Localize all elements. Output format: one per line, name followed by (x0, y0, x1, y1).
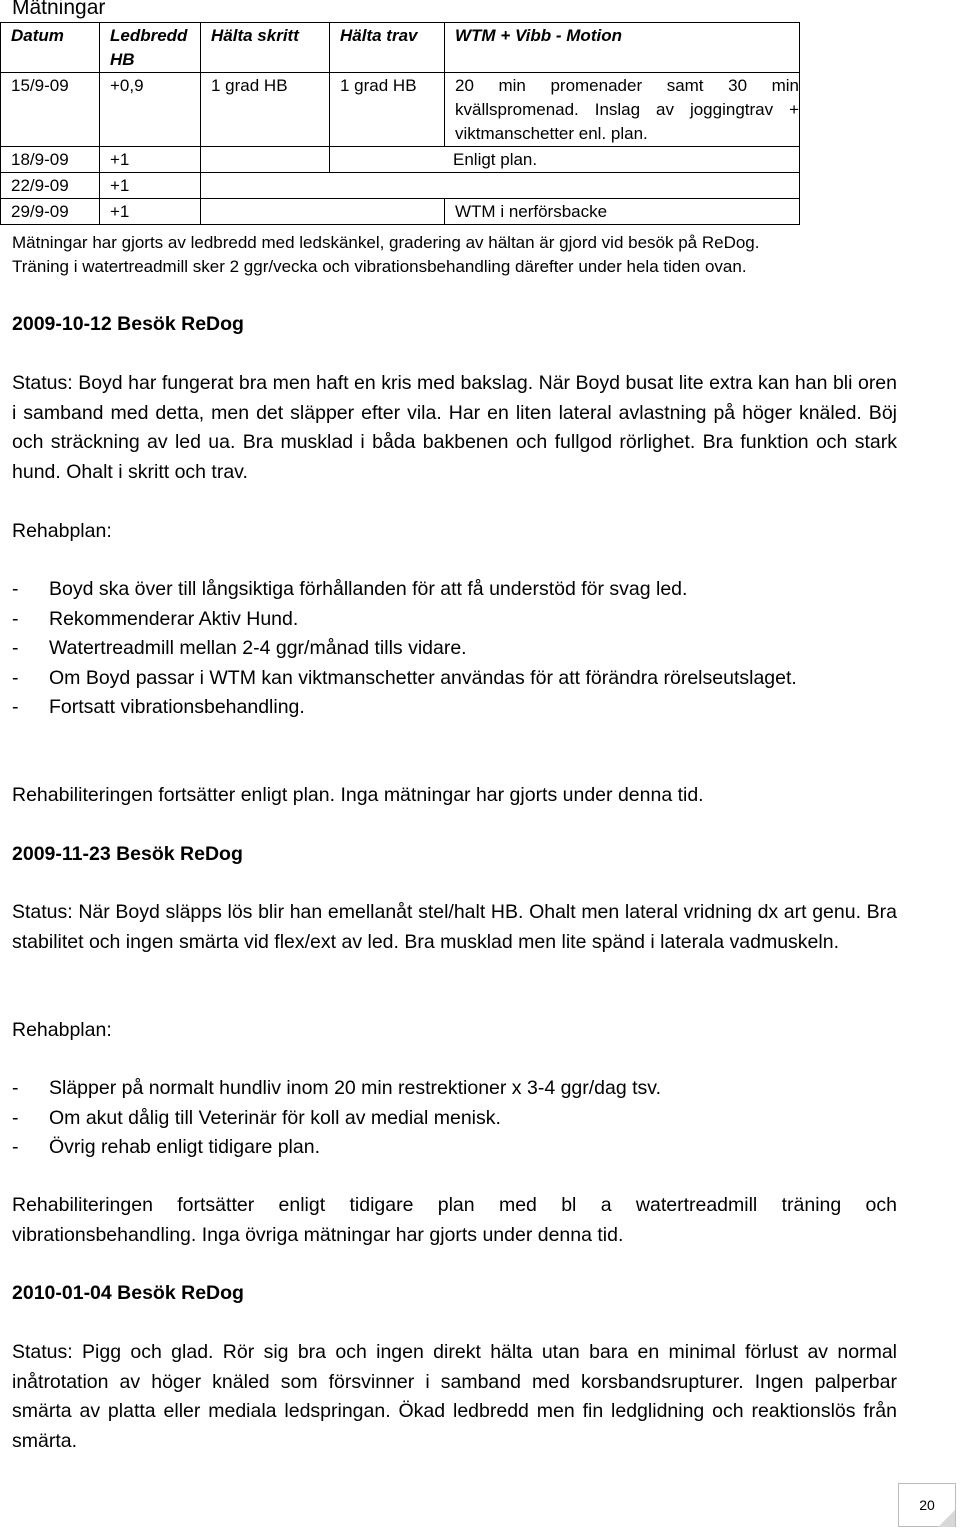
visit-closing: Rehabiliteringen fortsätter enligt plan. Inga mätningar har gjorts under denna tid. (12, 784, 704, 806)
table-cell: Enligt plan. (330, 147, 800, 173)
visit-heading: 2010-01-04 Besök ReDog (12, 1282, 244, 1304)
page-number: 20 (898, 1483, 956, 1527)
table-cell: +0,9 (100, 73, 201, 147)
table-cell: +1 (100, 173, 201, 199)
rehabplan-label: Rehabplan: (12, 1019, 112, 1041)
column-header: Hälta skritt (201, 23, 330, 73)
table-cell: +1 (100, 199, 201, 225)
list-item: - Släpper på normalt hundliv inom 20 min restrektioner x 3-4 ggr/dag tsv. (12, 1074, 897, 1104)
table-cell: 1 grad HB (201, 73, 330, 147)
table-cell (201, 199, 330, 225)
note-training: Träning i watertreadmill sker 2 ggr/vecka och vibrationsbehandling därefter under hela tiden ovan. (12, 257, 747, 276)
list-item: - Om akut dålig till Veterinär för koll av medial menisk. (12, 1104, 897, 1134)
visit-closing: Rehabiliteringen fortsätter enligt tidigare plan med bl a watertreadmill träning och vibrationsbehandling. Inga övriga mätningar har gjorts under denna tid. (12, 1194, 897, 1246)
list-item: - Boyd ska över till långsiktiga förhållanden för att få understöd för svag led. (12, 575, 897, 605)
rehabplan-label: Rehabplan: (12, 520, 112, 542)
table-row (1, 173, 800, 199)
table-cell (201, 173, 800, 199)
table-row (1, 73, 800, 147)
table-cell: 1 grad HB (330, 73, 445, 147)
table-cell (201, 147, 330, 173)
visit-status: Status: Pigg och glad. Rör sig bra och ingen direkt hälta utan bara en minimal förlust av normal inåtrotation av höger knäled som försvinner i samband med korsbandsrupturer. Ingen palperbar smärta av platta eller mediala ledspringan. Ökad ledbredd men fin ledglidning och reaktionslös från smärta. (12, 1341, 897, 1452)
column-header: WTM + Vibb - Motion (445, 23, 800, 73)
table-cell: +1 (100, 147, 201, 173)
visit-heading: 2009-11-23 Besök ReDog (12, 843, 243, 865)
table-row (1, 199, 800, 225)
list-item: - Om Boyd passar i WTM kan viktmanschetter användas för att förändra rörelseutslaget. (12, 664, 897, 694)
table-header-row (1, 23, 800, 73)
list-item: - Rekommenderar Aktiv Hund. (12, 605, 897, 635)
list-item: - Övrig rehab enligt tidigare plan. (12, 1133, 897, 1163)
rehabplan-list (12, 1074, 897, 1163)
list-item: - Watertreadmill mellan 2-4 ggr/månad tills vidare. (12, 634, 897, 664)
visit-heading: 2009-10-12 Besök ReDog (12, 313, 244, 335)
table-cell: 18/9-09 (1, 147, 100, 173)
table-cell: 20 min promenader samt 30 min kvällspromenad. Inslag av joggingtrav + viktmanschetter enl. plan. (445, 73, 800, 147)
visit-status: Status: När Boyd släpps lös blir han emellanåt stel/halt HB. Ohalt men lateral vridning dx art genu. Bra stabilitet och ingen smärta vid flex/ext av led. Bra musklad men lite spänd i laterala vadmuskeln. (12, 901, 897, 953)
table-cell: WTM i nerförsbacke (445, 199, 800, 225)
measurements-table (0, 22, 800, 225)
table-cell: 29/9-09 (1, 199, 100, 225)
table-cell: 22/9-09 (1, 173, 100, 199)
table-row (1, 147, 800, 173)
column-header: Datum (1, 23, 100, 73)
table-cell (330, 199, 445, 225)
table-cell: 15/9-09 (1, 73, 100, 147)
column-header: Ledbredd HB (100, 23, 201, 73)
visit-status: Status: Boyd har fungerat bra men haft en kris med bakslag. När Boyd busat lite extra kan han bli oren i samband med detta, men det släpper efter vila. Har en liten lateral avlastning på höger knäled. Böj och sträckning av led ua. Bra musklad i båda bakbenen och fullgod rörlighet. Bra funktion och stark hund. Ohalt i skritt och trav. (12, 372, 897, 483)
rehabplan-list (12, 575, 897, 723)
page-corner-fold (938, 1510, 955, 1527)
note-measurements: Mätningar har gjorts av ledbredd med ledskänkel, gradering av hältan är gjord vid besök på ReDog. (12, 233, 760, 252)
list-item: - Fortsatt vibrationsbehandling. (12, 693, 897, 723)
section-title: Mätningar (12, 0, 106, 19)
column-header: Hälta trav (330, 23, 445, 73)
